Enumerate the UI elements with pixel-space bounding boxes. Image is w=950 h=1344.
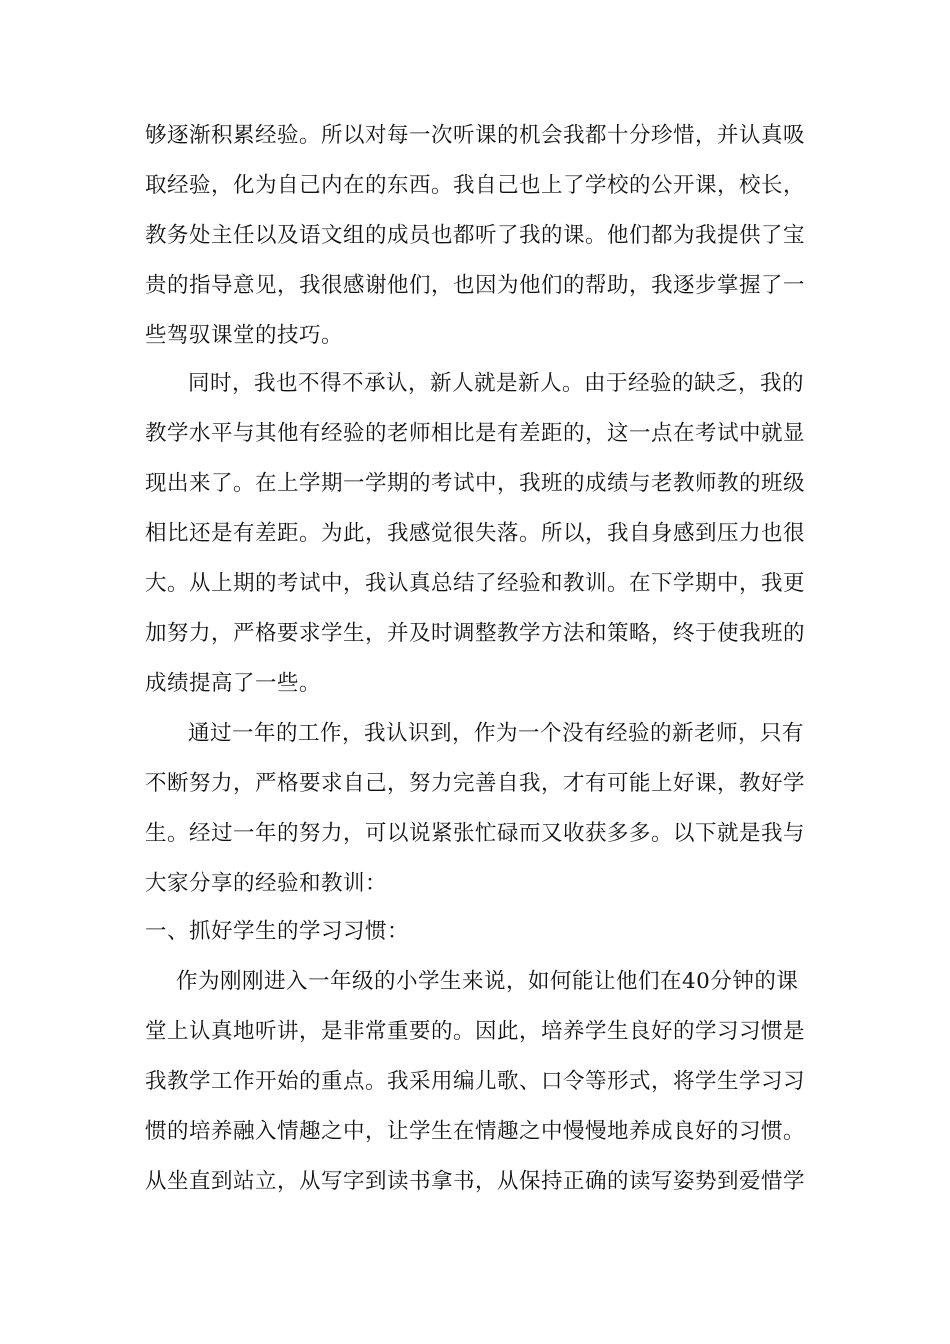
text-line: 成绩提高了一些。	[145, 671, 322, 696]
text-line: 取经验，化为自己内在的东西。我自己也上了学校的公开课，校长，	[145, 173, 806, 198]
paragraph-first-line: 通过一年的工作，我认识到，作为一个没有经验的新老师，只有	[188, 721, 805, 746]
text-line: 教学水平与其他有经验的老师相比是有差距的，这一点在考试中就显	[145, 421, 806, 446]
text-line: 够逐渐积累经验。所以对每一次听课的机会我都十分珍惜，并认真吸	[145, 123, 806, 148]
text-line: 大。从上期的考试中，我认真总结了经验和教训。在下学期中，我更	[145, 571, 806, 596]
paragraph-first-line: 同时，我也不得不承认，新人就是新人。由于经验的缺乏，我的	[188, 371, 805, 396]
text-line: 我教学工作开始的重点。我采用编儿歌、口令等形式，将学生学习习	[145, 1069, 806, 1094]
text-line: 加努力，严格要求学生，并及时调整教学方法和策略，终于使我班的	[145, 621, 806, 646]
text-line: 现出来了。在上学期一学期的考试中，我班的成绩与老教师教的班级	[145, 471, 806, 496]
text-line: 大家分享的经验和教训：	[145, 871, 388, 896]
text-line: 从坐直到站立，从写字到读书拿书，从保持正确的读写姿势到爱惜学	[145, 1169, 806, 1194]
paragraph-first-line: 作为刚刚进入一年级的小学生来说，如何能让他们在40分钟的课	[176, 969, 799, 994]
text-line: 不断努力，严格要求自己，努力完善自我，才有可能上好课，教好学	[145, 771, 806, 796]
text-line: 贵的指导意见，我很感谢他们，也因为他们的帮助，我逐步掌握了一	[145, 273, 806, 298]
text-line: 教务处主任以及语文组的成员也都听了我的课。他们都为我提供了宝	[145, 223, 806, 248]
text-line: 相比还是有差距。为此，我感觉很失落。所以，我自身感到压力也很	[145, 521, 806, 546]
text-line: 些驾驭课堂的技巧。	[145, 323, 344, 348]
text-line: 生。经过一年的努力，可以说紧张忙碌而又收获多多。以下就是我与	[145, 821, 806, 846]
text-line: 堂上认真地听讲，是非常重要的。因此，培养学生良好的学习习惯是	[145, 1019, 806, 1044]
section-heading: 一、抓好学生的学习习惯：	[145, 919, 410, 944]
text-line: 惯的培养融入情趣之中，让学生在情趣之中慢慢地养成良好的习惯。	[145, 1119, 806, 1144]
